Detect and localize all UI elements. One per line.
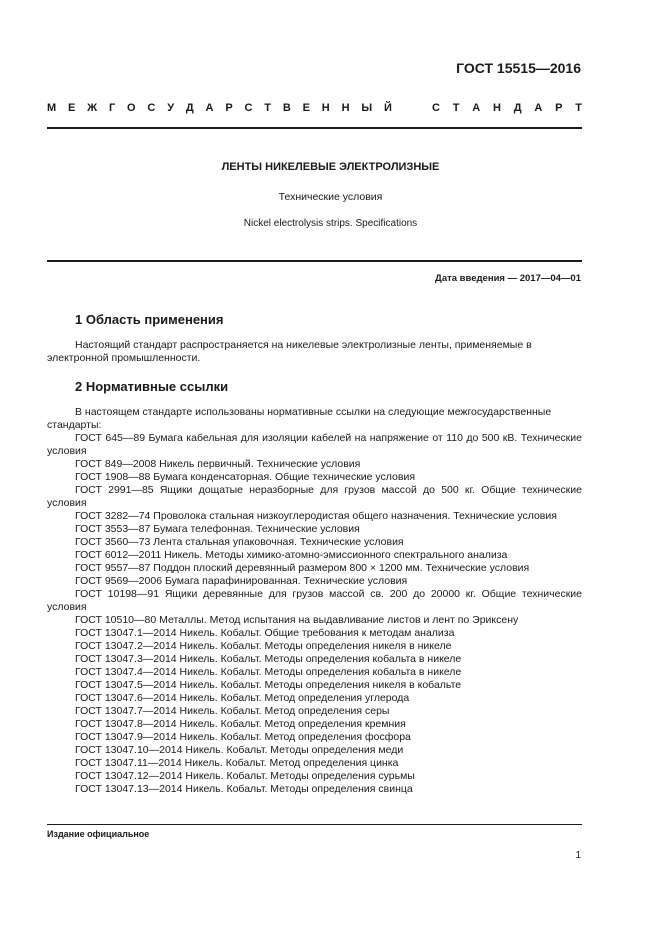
reference-item: ГОСТ 849—2008 Никель первичный. Технические условия bbox=[75, 458, 361, 470]
reference-item: ГОСТ 13047.8—2014 Никель. Кобальт. Метод определения кремния bbox=[75, 718, 406, 730]
reference-item: ГОСТ 13047.1—2014 Никель. Кобальт. Общие требования к методам анализа bbox=[75, 627, 455, 639]
reference-item: ГОСТ 13047.13—2014 Никель. Кобальт. Методы определения свинца bbox=[75, 783, 413, 795]
banner-letter: Р bbox=[555, 102, 563, 114]
banner-letter: С bbox=[147, 102, 156, 114]
document-subtitle: Технические условия bbox=[278, 191, 383, 203]
banner-letter: В bbox=[282, 102, 291, 114]
reference-item: ГОСТ 13047.2—2014 Никель. Кобальт. Методы определения никеля в никеле bbox=[75, 640, 452, 652]
header-rule bbox=[47, 127, 582, 129]
reference-item: ГОСТ 13047.4—2014 Никель. Кобальт. Методы определения кобальта в никеле bbox=[75, 666, 462, 678]
banner-letter: Й bbox=[383, 102, 392, 114]
banner-letter: Т bbox=[575, 102, 582, 114]
banner-letter: Н bbox=[341, 102, 350, 114]
banner-letter: Д bbox=[185, 102, 194, 114]
reference-item: ГОСТ 6012—2011 Никель. Методы химико-атомно-эмиссионного спектрального анализа bbox=[75, 549, 508, 561]
banner-letter: Т bbox=[452, 102, 460, 114]
banner-letter: Г bbox=[108, 102, 116, 114]
standard-banner bbox=[47, 102, 582, 114]
page-number: 1 bbox=[575, 850, 581, 861]
banner-letter: А bbox=[534, 102, 543, 114]
reference-item: ГОСТ 10198—91 Ящики деревянные для грузов массой св. 200 до 20000 кг. Общие технические условия bbox=[47, 588, 582, 613]
document-code: ГОСТ 15515—2016 bbox=[456, 60, 581, 76]
banner-letter: Р bbox=[225, 102, 233, 114]
banner-letter: У bbox=[167, 102, 175, 114]
banner-letter: Е bbox=[302, 102, 310, 114]
footer-rule bbox=[47, 824, 582, 825]
reference-item: ГОСТ 13047.6—2014 Никель. Кобальт. Метод определения углерода bbox=[75, 692, 410, 704]
section-1-text: Настоящий стандарт распространяется на никелевые электролизные ленты, применяемые в электронной промышленности. bbox=[47, 339, 532, 364]
document-title-english: Nickel electrolysis strips. Specifications bbox=[243, 218, 418, 229]
banner-letter: Ж bbox=[87, 102, 98, 114]
reference-item: ГОСТ 13047.12—2014 Никель. Кобальт. Методы определения сурьмы bbox=[75, 770, 415, 782]
banner-letter: Н bbox=[321, 102, 330, 114]
reference-item: ГОСТ 13047.5—2014 Никель. Кобальт. Методы определения никеля в кобальте bbox=[75, 679, 462, 691]
reference-item: ГОСТ 13047.10—2014 Никель. Кобальт. Методы определения меди bbox=[75, 744, 404, 756]
reference-item: ГОСТ 3282—74 Проволока стальная низкоуглеродистая общего назначения. Технические условия bbox=[75, 510, 557, 522]
reference-item: ГОСТ 645—89 Бумага кабельная для изоляции кабелей на напряжение от 110 до 500 кВ. Технические условия bbox=[47, 432, 582, 457]
reference-item: ГОСТ 13047.3—2014 Никель. Кобальт. Методы определения кобальта в никеле bbox=[75, 653, 462, 665]
banner-letter: Ы bbox=[361, 102, 373, 114]
reference-item: ГОСТ 9569—2006 Бумага парафинированная. Технические условия bbox=[75, 575, 408, 587]
document-title: ЛЕНТЫ НИКЕЛЕВЫЕ ЭЛЕКТРОЛИЗНЫЕ bbox=[221, 161, 440, 173]
reference-item: ГОСТ 13047.11—2014 Никель. Кобальт. Метод определения цинка bbox=[75, 757, 399, 769]
reference-item: ГОСТ 3560—73 Лента стальная упаковочная. Технические условия bbox=[75, 536, 404, 548]
normative-references-list bbox=[47, 432, 582, 796]
banner-letter: Н bbox=[492, 102, 501, 114]
reference-item: ГОСТ 3553—87 Бумага телефонная. Технические условия bbox=[75, 523, 360, 535]
section-2-intro: В настоящем стандарте использованы нормативные ссылки на следующие межгосударственные стандарты: bbox=[47, 406, 552, 431]
reference-item: ГОСТ 9557—87 Поддон плоский деревянный размером 800 × 1200 мм. Технические условия bbox=[75, 562, 530, 574]
banner-letter: О bbox=[127, 102, 136, 114]
banner-letter: М bbox=[47, 102, 57, 114]
banner-letter: Д bbox=[513, 102, 522, 114]
banner-letter: Т bbox=[264, 102, 272, 114]
banner-letter: С bbox=[244, 102, 253, 114]
banner-letter: А bbox=[205, 102, 214, 114]
banner-letter: Е bbox=[68, 102, 76, 114]
title-rule bbox=[47, 260, 582, 262]
banner-word-standard bbox=[432, 102, 582, 114]
banner-letter: С bbox=[432, 102, 440, 114]
edition-note: Издание официальное bbox=[47, 829, 150, 839]
reference-item: ГОСТ 13047.7—2014 Никель. Кобальт. Метод определения серы bbox=[75, 705, 390, 717]
reference-item: ГОСТ 10510—80 Металлы. Метод испытания на выдавливание листов и лент по Эриксену bbox=[75, 614, 519, 626]
section-1-heading: 1 Область применения bbox=[75, 312, 224, 327]
section-2-heading: 2 Нормативные ссылки bbox=[75, 379, 229, 394]
banner-word-interstate bbox=[47, 102, 392, 114]
banner-letter: А bbox=[472, 102, 481, 114]
introduction-date: Дата введения — 2017—04—01 bbox=[435, 273, 581, 284]
reference-item: ГОСТ 1908—88 Бумага конденсаторная. Общие технические условия bbox=[75, 471, 416, 483]
reference-item: ГОСТ 13047.9—2014 Никель. Кобальт. Метод определения фосфора bbox=[75, 731, 411, 743]
reference-item: ГОСТ 2991—85 Ящики дощатые неразборные для грузов массой до 500 кг. Общие технические условия bbox=[47, 484, 582, 509]
